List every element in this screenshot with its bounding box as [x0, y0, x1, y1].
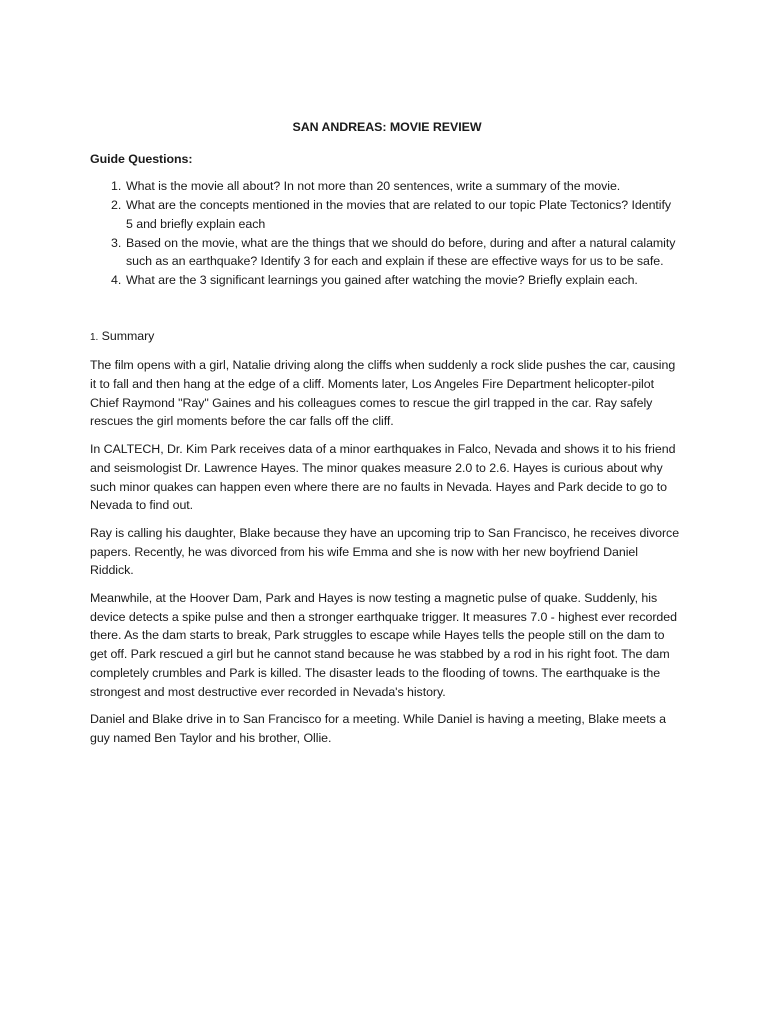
question-number: 2. [111, 198, 122, 213]
guide-question-1 [90, 177, 680, 196]
guide-questions-list [90, 177, 680, 289]
question-number: 4. [111, 272, 122, 287]
guide-questions-heading: Guide Questions: [90, 151, 193, 166]
guide-question-3 [90, 234, 680, 271]
summary-paragraph-4: Meanwhile, at the Hoover Dam, Park and Hayes is now testing a magnetic pulse of quake. Suddenly, his device detects a spike pulse and then a stronger earthquake trigger. It measures 7.0 - highest ever recorded there. As the dam starts to break, Park struggles to escape while Hayes tells the people still on the dam to get off. Park rescued a girl but he cannot stand because he was stabbed by a rod in his right foot. The dam completely crumbles and Park is killed. The disaster leads to the flooding of towns. The earthquake is the strongest and most destructive ever recorded in Nevada's history. [90, 591, 677, 699]
summary-paragraph-5: Daniel and Blake drive in to San Francisco for a meeting. While Daniel is having a meeting, Blake meets a guy named Ben Taylor and his brother, Ollie. [90, 712, 667, 745]
summary-paragraph-1: The film opens with a girl, Natalie driving along the cliffs when suddenly a rock slide pushes the car, causing it to fall and then hang at the edge of a cliff. Moments later, Los Angeles Fire Department helicopter-pilot Chief Raymond "Ray" Gaines and his colleagues comes to rescue the girl trapped in the car. Ray safely rescues the girl moments before the car falls off the cliff. [90, 358, 676, 429]
summary-paragraph-3: Ray is calling his daughter, Blake because they have an upcoming trip to San Francisco, he receives divorce papers. Recently, he was divorced from his wife Emma and she is now with her new boyfriend Daniel Riddick. [90, 525, 680, 578]
question-number: 3. [111, 235, 122, 250]
question-text: What are the concepts mentioned in the movies that are related to our topic Plate Tectonics? Identify 5 and briefly explain each [126, 198, 672, 231]
guide-question-2 [90, 196, 680, 233]
guide-question-4 [90, 271, 680, 290]
question-text: What is the movie all about? In not more than 20 sentences, write a summary of the movie. [126, 179, 621, 194]
question-text: Based on the movie, what are the things that we should do before, during and after a natural calamity such as an earthquake? Identify 3 for each and explain if these are effective ways for us to be safe. [126, 235, 676, 269]
summary-number: 1. [90, 331, 99, 343]
document-title: SAN ANDREAS: MOVIE REVIEW [292, 120, 482, 134]
document-body [90, 118, 680, 757]
summary-paragraph-2: In CALTECH, Dr. Kim Park receives data of a minor earthquakes in Falco, Nevada and shows it to his friend and seismologist Dr. Lawrence Hayes. The minor quakes measure 2.0 to 2.6. Hayes is curious about why such minor quakes can happen even where there are no faults in Nevada. Hayes and Park decide to go to Nevada to find out. [90, 442, 676, 513]
question-number: 1. [111, 179, 122, 194]
summary-heading-text: Summary [101, 328, 155, 343]
question-text: What are the 3 significant learnings you gained after watching the movie? Briefly explain each. [126, 272, 638, 287]
summary-heading [90, 327, 680, 348]
